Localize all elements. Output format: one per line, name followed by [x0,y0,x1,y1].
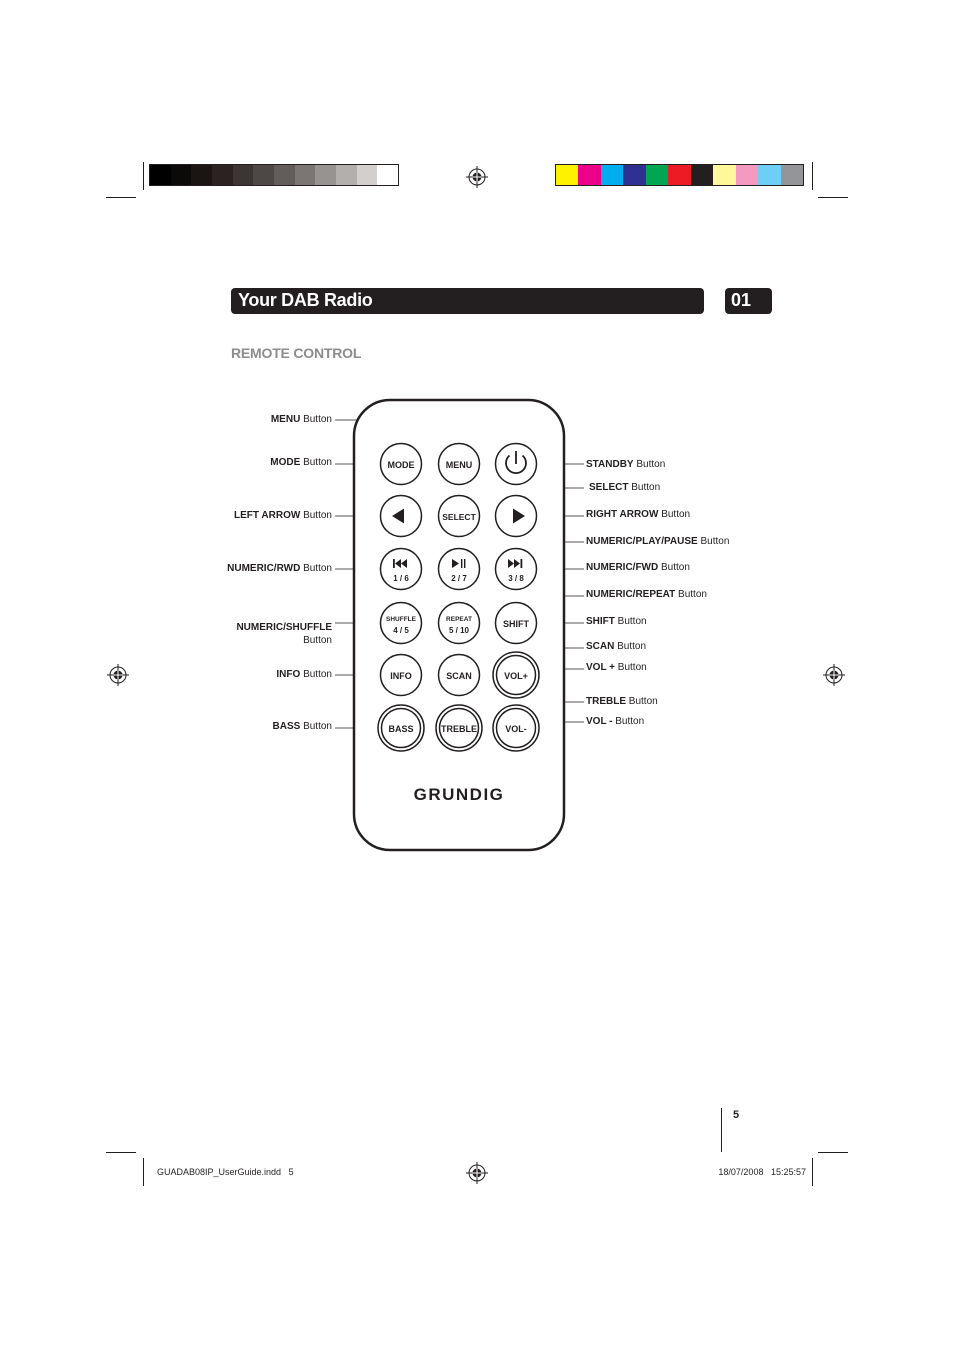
scan-button-label: SCAN [446,671,472,681]
label-treble: TREBLE Button [586,696,658,707]
footer-timestamp: 18/07/2008 15:25:57 [718,1167,806,1177]
fwd-button [496,549,537,590]
repeat-button [439,603,480,644]
label-numeric-shuffle: NUMERIC/SHUFFLE Button [236,622,332,646]
info-button-label: INFO [390,671,412,681]
page-number-rule [721,1108,722,1152]
repeat-button-number: 5 / 10 [448,626,470,635]
label-shift: SHIFT Button [586,616,647,627]
label-vol-plus: VOL + Button [586,662,647,673]
label-mode: MODE Button [270,457,332,468]
page-number: 5 [733,1109,740,1121]
treble-button-label: TREBLE [441,724,477,734]
label-left-arrow: LEFT ARROW Button [234,510,332,521]
menu-button-label: MENU [445,460,473,470]
label-standby: STANDBY Button [586,459,666,470]
label-menu: MENU Button [270,414,332,425]
label-numeric-play-pause: NUMERIC/PLAY/PAUSE Button [586,536,730,547]
label-vol-minus: VOL - Button [586,716,645,727]
section-title: REMOTE CONTROL [231,345,362,361]
shuffle-button [381,603,422,644]
label-bass: BASS Button [272,721,332,732]
page-title: Your DAB Radio [238,290,373,310]
play-pause-button-number: 2 / 7 [451,574,467,583]
shift-button-label: SHIFT [503,619,529,629]
select-button-label: SELECT [442,512,476,522]
repeat-button-label: REPEAT [446,616,472,623]
label-scan: SCAN Button [586,641,647,652]
label-right-arrow: RIGHT ARROW Button [586,509,691,520]
rwd-button [381,549,422,590]
mode-button-label: MODE [387,460,415,470]
chapter-number: 01 [731,290,752,310]
bass-button-label: BASS [388,724,414,734]
play-pause-button [439,549,480,590]
shuffle-button-label: SHUFFLE [386,616,416,623]
rwd-button-number: 1 / 6 [393,574,409,583]
shuffle-button-number: 4 / 5 [393,626,409,635]
label-numeric-fwd: NUMERIC/FWD Button [586,562,690,573]
label-select: SELECT Button [589,482,661,493]
vol-minus-button-label: VOL- [505,724,527,734]
brand-logo: GRUNDIG [413,785,505,804]
vol-plus-button-label: VOL+ [504,671,528,681]
label-info: INFO Button [276,669,332,680]
fwd-button-number: 3 / 8 [508,574,524,583]
label-numeric-rwd: NUMERIC/RWD Button [227,563,332,574]
footer-filename: GUADAB08IP_UserGuide.indd 5 [157,1167,294,1177]
label-numeric-repeat: NUMERIC/REPEAT Button [586,589,707,600]
